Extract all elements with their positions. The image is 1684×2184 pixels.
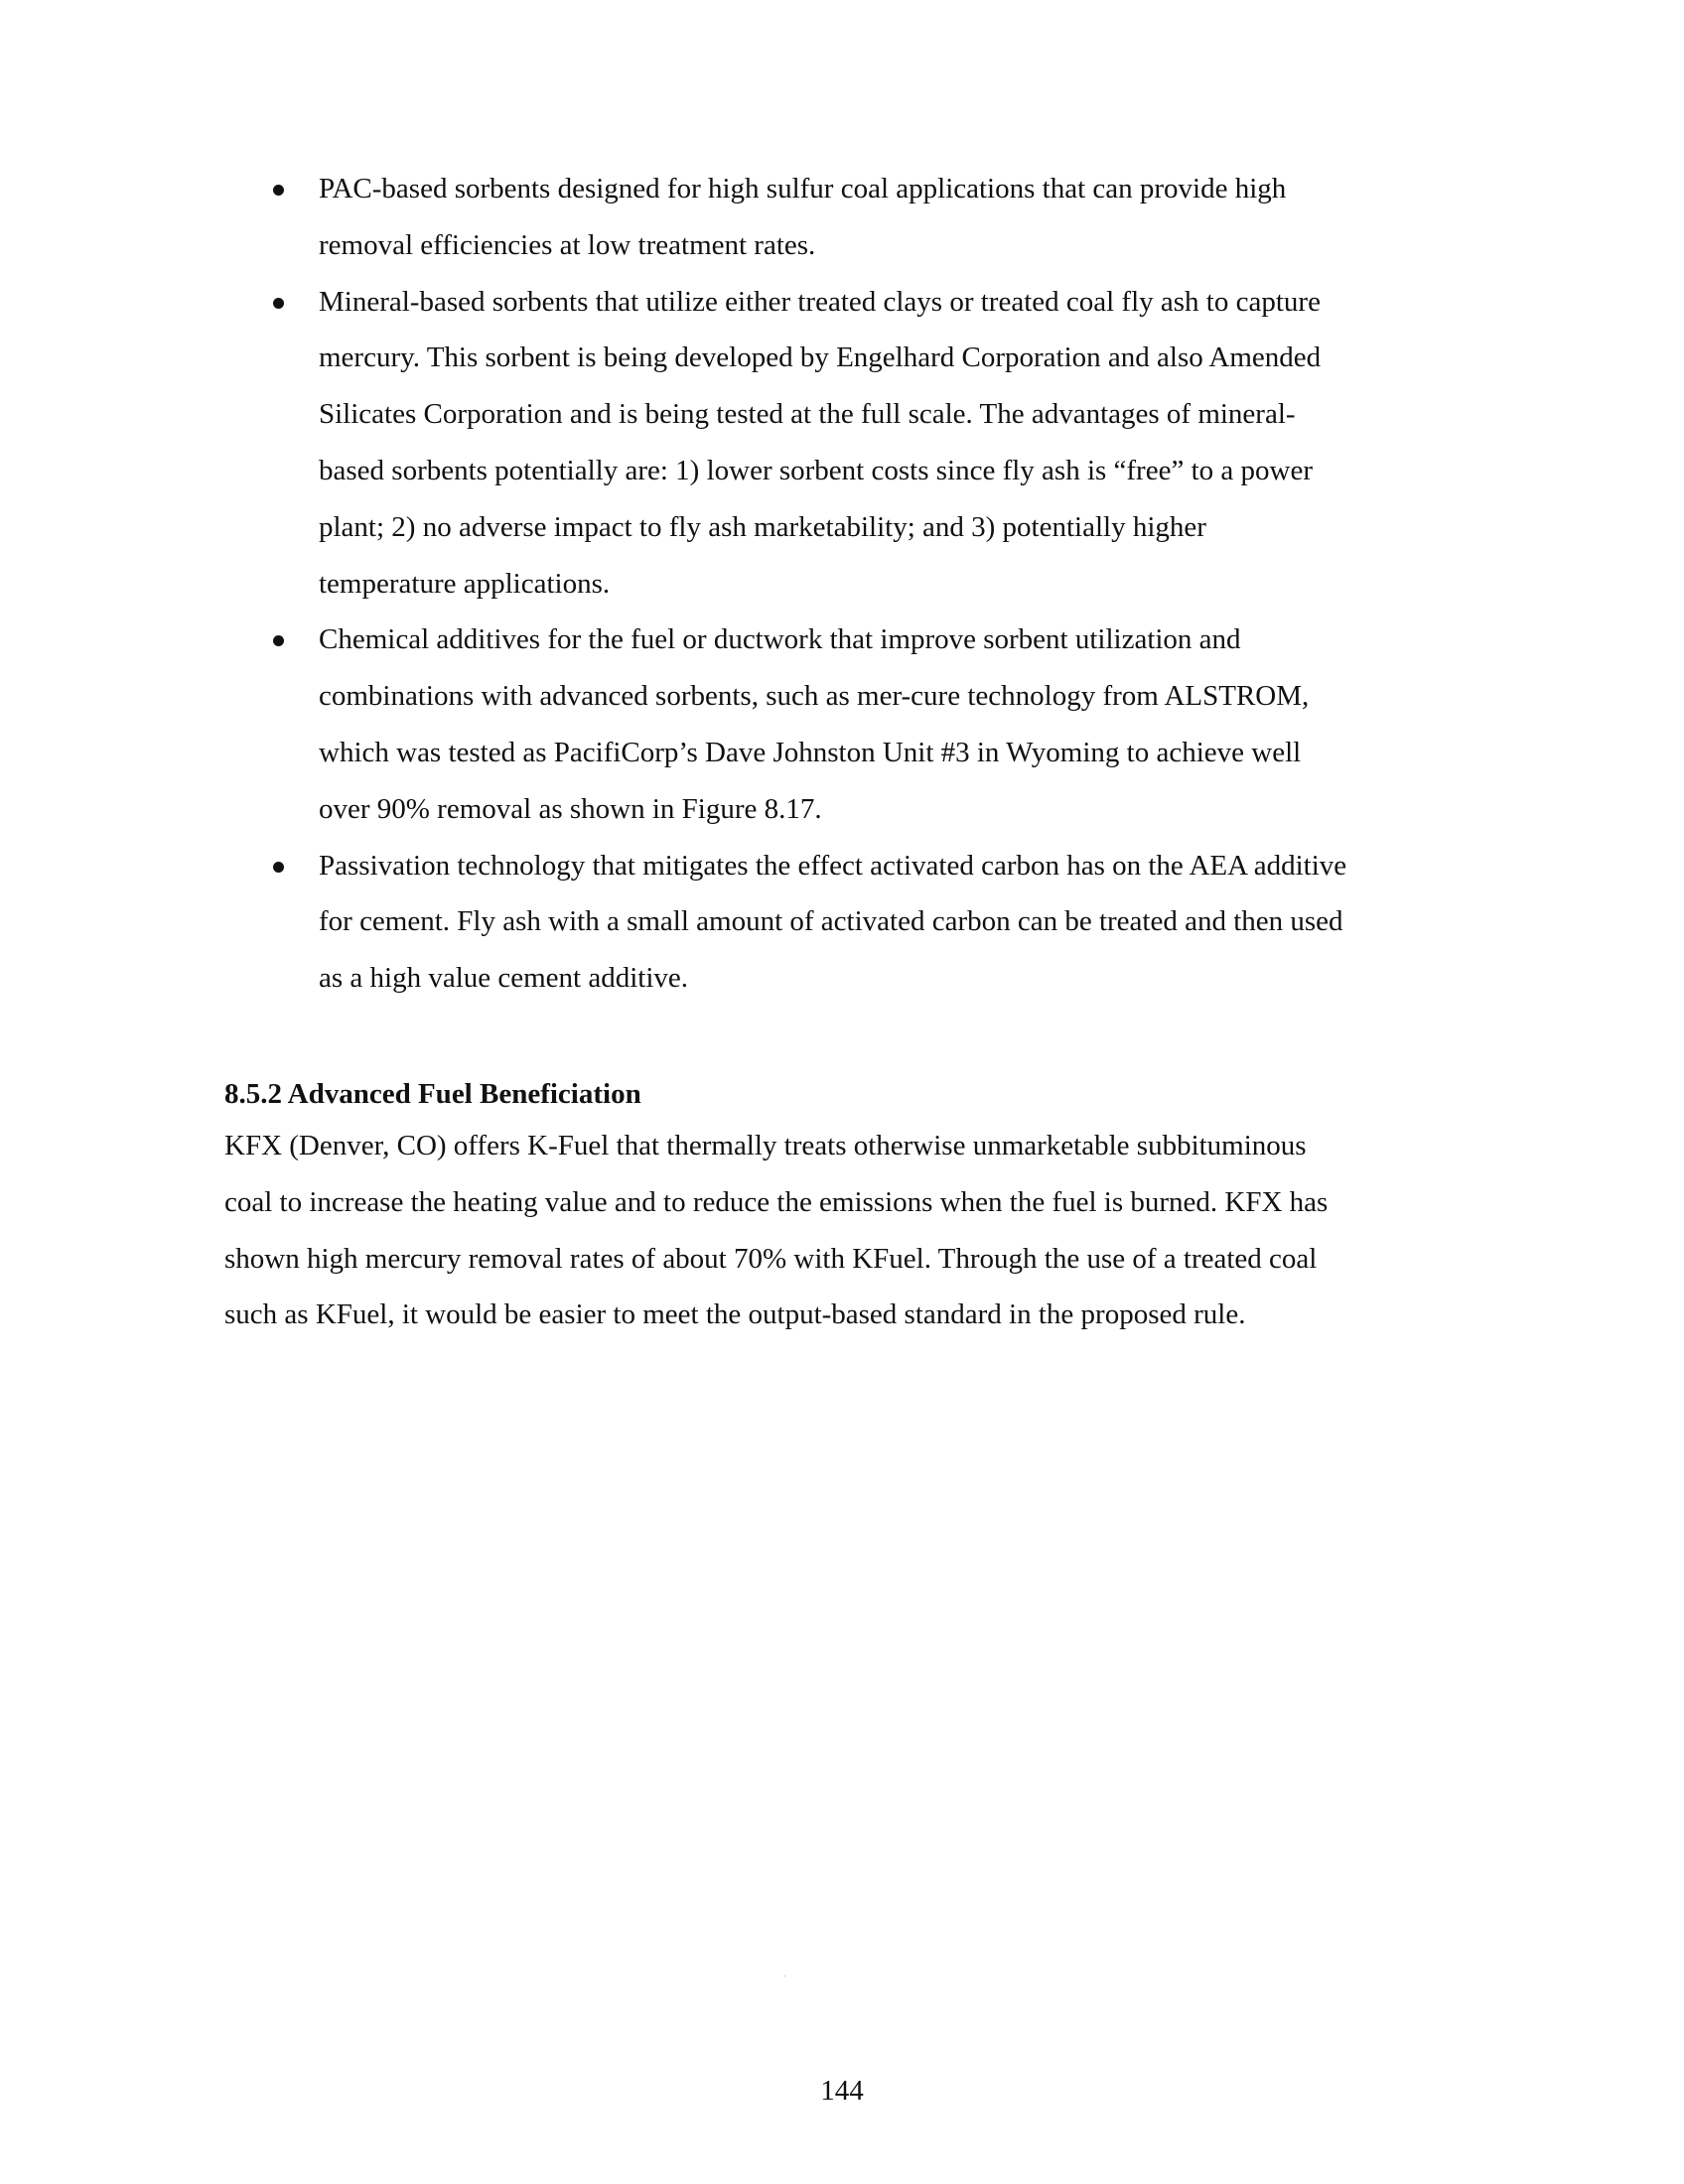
section-heading: 8.5.2 Advanced Fuel Beneficiation [224,1078,641,1110]
bullet-icon [273,185,284,196]
text-line: for cement. Fly ash with a small amount of activated carbon can be treated and then used [319,905,1343,938]
text-line: Chemical additives for the fuel or ductwork that improve sorbent utilization and [319,623,1241,656]
text-line: Silicates Corporation and is being tested at the full scale. The advantages of mineral- [319,398,1296,431]
bullet-item [0,612,1684,837]
text-line: mercury. This sorbent is being developed by Engelhard Corporation and also Amended [319,341,1322,374]
text-line: plant; 2) no adverse impact to fly ash marketability; and 3) potentially higher [319,510,1206,543]
text-line: coal to increase the heating value and to reduce the emissions when the fuel is burned. KFX has [224,1185,1329,1218]
bullet-icon [273,298,284,309]
text-line: removal efficiencies at low treatment rates. [319,228,816,261]
text-line: such as KFuel, it would be easier to meet the output-based standard in the proposed rule. [224,1298,1246,1331]
bullet-item [0,838,1684,1007]
bullet-icon [273,862,284,873]
text-line: combinations with advanced sorbents, such as mer-cure technology from ALSTROM, [319,680,1310,713]
text-line: based sorbents potentially are: 1) lower sorbent costs since fly ash is “free” to a power [319,454,1313,486]
text-line: PAC-based sorbents designed for high sulfur coal applications that can provide high [319,173,1287,205]
section-paragraph [224,1118,1328,1343]
text-line: as a high value cement additive. [319,962,689,995]
bullet-item [0,274,1684,613]
text-line: Passivation technology that mitigates the effect activated carbon has on the AEA additive [319,849,1347,882]
scan-speck [784,1976,785,1977]
text-line: shown high mercury removal rates of about 70% with KFuel. Through the use of a treated coal [224,1242,1318,1275]
text-line: temperature applications. [319,567,611,600]
page-number: 144 [820,2075,864,2107]
text-line: Mineral-based sorbents that utilize either treated clays or treated coal fly ash to capture [319,285,1321,318]
bullet-list [0,161,1684,1007]
text-line: which was tested as PacifiCorp’s Dave Johnston Unit #3 in Wyoming to achieve well [319,736,1302,768]
text-line: over 90% removal as shown in Figure 8.17. [319,792,822,825]
text-line: KFX (Denver, CO) offers K-Fuel that thermally treats otherwise unmarketable subbituminous [224,1130,1307,1161]
bullet-item [0,161,1684,274]
